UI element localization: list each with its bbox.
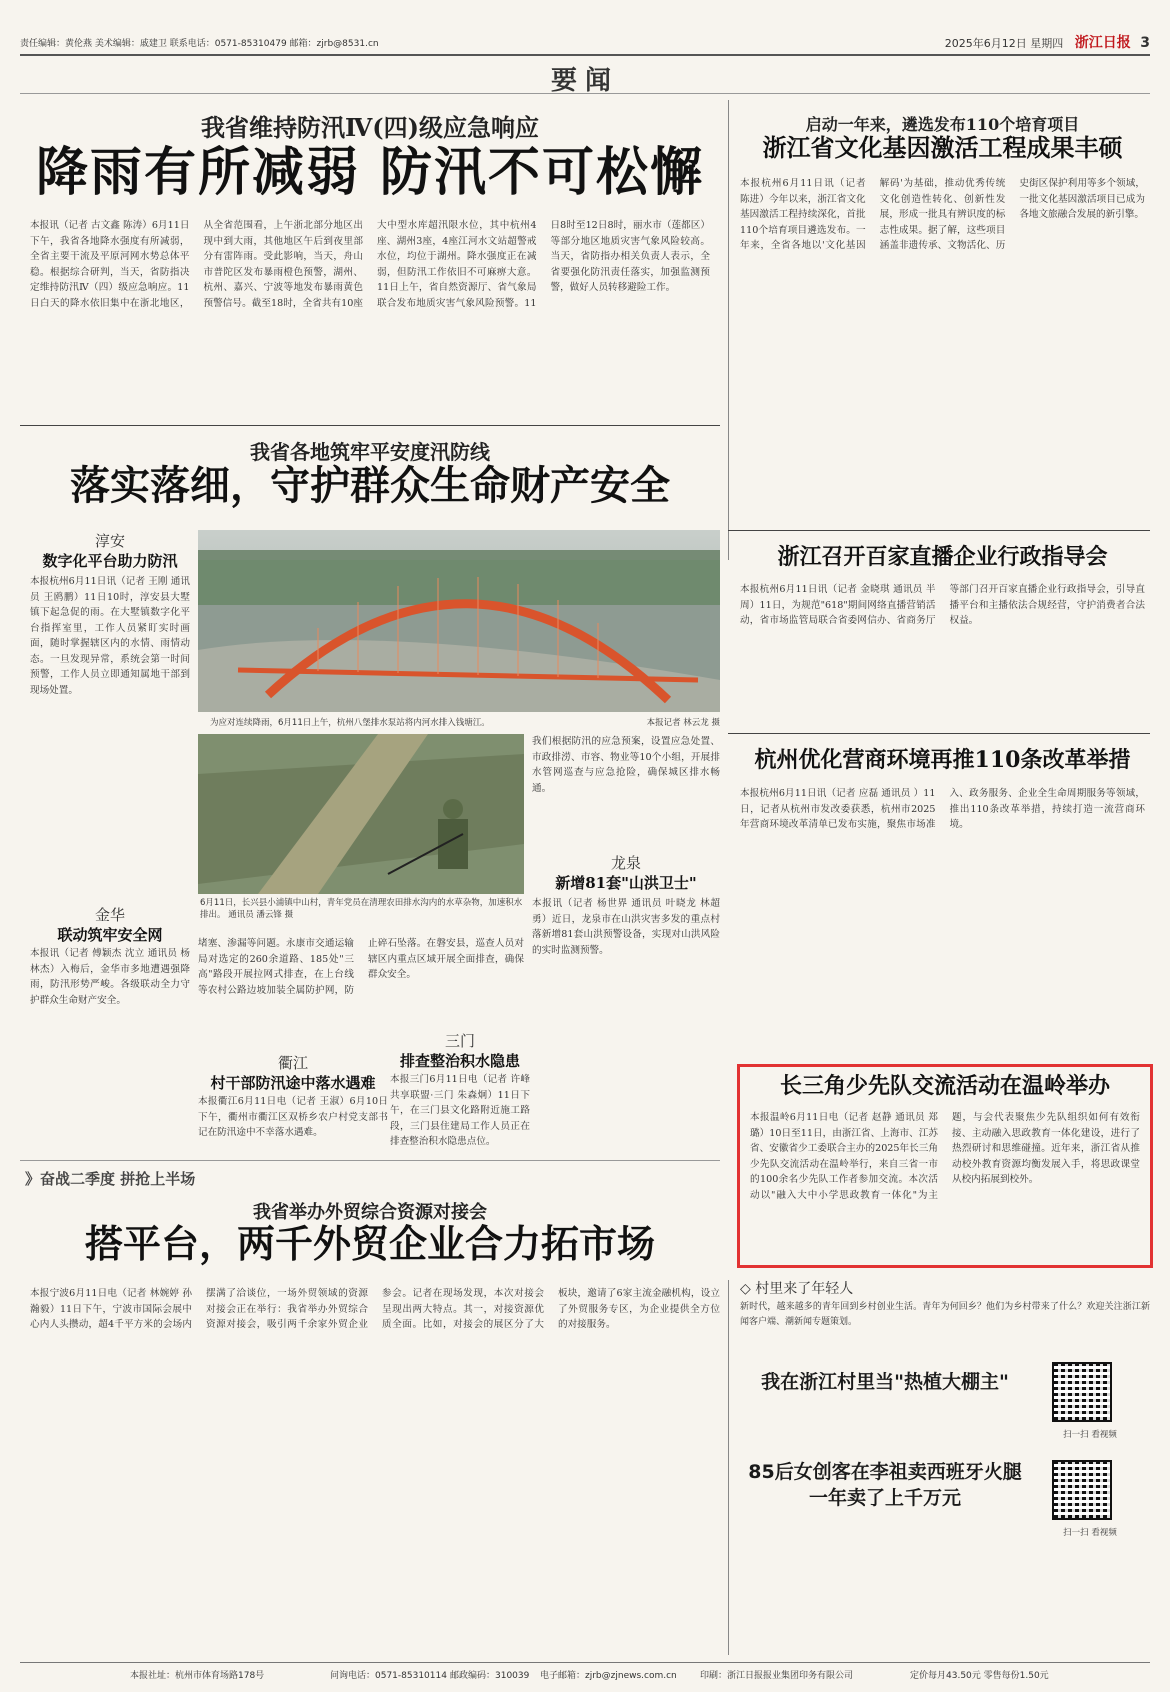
youth-headline: 长三角少先队交流活动在温岭举办 [779, 1073, 1110, 1099]
safety-body-continued: 我们根据防汛的应急预案，设置应急处置、市政排涝、市容、物业等10个小组，开展排水管网巡查与应急抢险，确保城区排水畅通。 [532, 736, 720, 794]
jinhua-place: 金华 [94, 906, 125, 924]
footer-printer: 印刷：浙江日报报业集团印务有限公司 [700, 1671, 854, 1681]
trade-banner [25, 1168, 425, 1189]
safety-kicker: 我省各地筑牢平安度汛防线 [250, 440, 490, 464]
divider [728, 530, 1150, 531]
qr-code-icon[interactable] [1052, 1460, 1112, 1520]
footer-address: 本报社址：杭州市体育场路178号 [130, 1671, 265, 1681]
longquan-place: 龙泉 [610, 854, 641, 872]
safety-headline: 落实落细，守护群众生命财产安全 [70, 462, 670, 509]
qr-code-icon[interactable] [1052, 1362, 1112, 1422]
column-divider [728, 100, 729, 560]
trade-headline: 搭平台，两千外贸企业合力拓市场 [84, 1221, 655, 1266]
village-heading-text: 村里来了年轻人 [755, 1281, 854, 1297]
sanmen-place: 三门 [444, 1032, 475, 1050]
heritage-kicker: 启动一年来，遴选发布110个培育项目 [805, 115, 1080, 134]
heritage-body: 本报杭州6月11日讯（记者 陈进）今年以来，浙江省文化基因激活工程持续深化，首批110个培育项目遴选发布。一年来，全省各地以'文化基因解码'为基础，推动优秀传统文化创造性转化、创新性发展，形成一批具有辨识度的标志性成果。据了解，这些项目涵盖非遗传承、文物活化、历史街区保护利用等多个领域，一批文化基因激活项目已成为各地文旅融合发展的新引擎。 [740, 178, 1145, 252]
trade-banner-text: 奋战二季度 拼抢上半场 [40, 1170, 196, 1188]
section-title: 要闻 [550, 66, 619, 96]
village-intro: 新时代，越来越多的青年回到乡村创业生活。青年为何回乡？他们为乡村带来了什么？欢迎关注浙江新闻客户端、潮新闻专题策划。 [740, 1302, 1150, 1327]
youth-body: 本报温岭6月11日电（记者 赵静 通讯员 郑璐）10日至11日，由浙江省、上海市、江苏省、安徽省少工委联合主办的2025年长三角少先队交流活动在温岭举行，来自三省一市的100余名少先队工作者参加交流。本次活动以"融入大中小学思政教育一体化"为主题，与会代表聚焦少先队组织如何有效衔接、主动融入思政教育一体化建设，进行了热烈研讨和思维碰撞。近年来，浙江省从推动校外教育资源均衡发展入手，将思政课堂从校内拓展到校外。 [750, 1112, 1140, 1201]
bridge-photo-image [198, 530, 720, 712]
quzhou-body: 本报衢江6月11日电（记者 王淑）6月10日下午，衢州市衢江区双桥乡农户村党支部书记在防汛途中不幸落水遇难。 [198, 1096, 388, 1139]
bridge-photo [198, 530, 720, 712]
flood-kicker: 我省维持防汛Ⅳ(四)级应急响应 [201, 113, 539, 142]
footer-email: 电子邮箱：zjrb@zjnews.com.cn [540, 1671, 677, 1681]
qr-label-1: 扫一扫 看视频 [1063, 1430, 1117, 1440]
village-story2[interactable]: 85后女创客在李祖卖西班牙火腿一年卖了上千万元 [748, 1461, 1022, 1509]
footer-zip: 邮政编码：310039 [450, 1671, 530, 1681]
longquan-title: 新增81套"山洪卫士" [555, 874, 697, 892]
trade-kicker: 我省举办外贸综合资源对接会 [253, 1202, 487, 1223]
divider [20, 1160, 720, 1161]
heritage-headline: 浙江省文化基因激活工程成果丰硕 [762, 133, 1123, 162]
page-number: 3 [1140, 35, 1150, 51]
flood-body: 本报讯（记者 古文鑫 陈涛）6月11日下午，我省各地降水强度有所减弱，全省主要干流及平原河网水势总体平稳。根据综合研判，当天，省防指决定维持防汛Ⅳ（四）级应急响应。11日白天的降水依旧集中在浙北地区，从全省范围看，上午浙北部分地区出现中到大雨，其他地区午后到夜里部分有雷阵雨。受此影响，当天，舟山市普陀区发布暴雨橙色预警，湖州、杭州、嘉兴、宁波等地发布暴雨黄色预警信号。截至18时，全省共有10座大中型水库超汛限水位，其中杭州4座、湖州3座，4座江河水文站超警戒水位，均位于湖州。降水强度正在减弱，但防汛工作依旧不可麻痹大意。11日上午，省自然资源厅、省气象局联合发布地质灾害气象风险预警。11日8时至12日8时，丽水市（莲都区）等部分地区地质灾害气象风险较高。当天，省防指办相关负责人表示，全省要强化防汛责任落实，加强监测预警，做好人员转移避险工作。 [30, 220, 710, 309]
village-heading [740, 1278, 1150, 1298]
footer [20, 1662, 1150, 1682]
drain-photo-caption-text: 6月11日，长兴县小浦镇中山村，青年党员在清理农田排水沟内的水草杂物，加速积水排出。 [200, 898, 523, 920]
column-divider [728, 1280, 729, 1655]
bridge-photo-credit: 本报记者 林云龙 摄 [646, 718, 720, 728]
masthead-bar [20, 30, 1150, 52]
bridge-photo-caption: 为应对连续降雨，6月11日上午，杭州八堡排水泵站将内河水排入钱塘江。 [210, 718, 490, 728]
longquan-body: 本报讯（记者 杨世界 通讯员 叶晓龙 林超勇）近日，龙泉市在山洪灾害多发的重点村落新增81套山洪预警设备，实现对山洪风险的实时监测预警。 [532, 898, 720, 956]
chevron-right-icon: ◇ [740, 1281, 756, 1297]
chunan-title: 数字化平台助力防汛 [42, 552, 178, 570]
drain-photo-image [198, 734, 524, 894]
quzhou-place: 衢江 [277, 1054, 308, 1072]
livestream-body: 本报杭州6月11日讯（记者 金晓琪 通讯员 半周）11日，为规范"618"期间网络直播营销活动，省市场监管局联合省委网信办、省商务厅等部门召开百家直播企业行政指导会，引导直播平台和主播依法合规经营，守护消费者合法权益。 [740, 584, 1145, 627]
sanmen-body: 本报三门6月11日电（记者 许峰 共享联盟·三门 朱森炯）11日下午，在三门县文化路附近施工路段，三门县住建局工作人员正在排查整治积水隐患点位。 [390, 1074, 530, 1148]
safety-middle-text: 堵塞、渗漏等问题。永康市交通运输局对选定的260余道路、185处"三高"路段开展拉网式排查，在上台线等农村公路边坡加装全属防护网，防止碎石坠落。在磐安县，巡查人员对辖区内重点区域开展全面排查，确保群众安全。 [198, 938, 524, 996]
sanmen-title: 排查整治积水隐患 [399, 1052, 520, 1070]
quzhou-title: 村干部防汛途中落水遇难 [210, 1074, 376, 1092]
livestream-headline: 浙江召开百家直播企业行政指导会 [777, 544, 1108, 570]
business-headline: 杭州优化营商环境再推110条改革举措 [754, 747, 1131, 773]
editor-info: 责任编辑：黄伦燕 美术编辑：戚建卫 联系电话：0571-85310479 邮箱：zjrb@8531.cn [20, 39, 379, 49]
drain-photo [198, 734, 524, 894]
newspaper-logo: 浙江日报 [1074, 35, 1131, 51]
divider [20, 425, 720, 426]
drain-photo-credit: 通讯员 潘云锋 摄 [228, 909, 294, 920]
qr-label-2: 扫一扫 看视频 [1063, 1528, 1117, 1538]
chunan-body: 本报杭州6月11日讯（记者 王刚 通讯员 王鸥鹏）11日10时，淳安县大墅镇下起急促的雨。在大墅镇数字化平台指挥室里，工作人员紧盯实时画面，随时掌握辖区内的水情、雨情动态。一旦发现异常，系统会第一时间预警，工作人员立即通知属地干部到现场处置。 [30, 576, 190, 696]
village-story1[interactable]: 我在浙江村里当"热植大棚主" [761, 1371, 1009, 1393]
masthead-right [945, 32, 1150, 52]
section-header [20, 54, 1150, 94]
drain-photo-caption [200, 898, 526, 922]
chevron-right-icon: 》 [25, 1170, 41, 1188]
divider [728, 733, 1150, 734]
jinhua-title: 联动筑牢安全网 [57, 926, 163, 944]
issue-date: 2025年6月12日 星期四 [944, 37, 1064, 50]
trade-body: 本报宁波6月11日电（记者 林婉婷 孙瀚毅）11日下午，宁波市国际会展中心内人头攒动，超4千平方米的会场内摆满了洽谈位，一场外贸领域的资源对接会正在举行：我省举办外贸综合资源对接会，吸引两千余家外贸企业参会。记者在现场发现，本次对接会呈现出两大特点。其一，对接资源优质全面。比如，对接会的展区分了大板块，邀请了6家主流金融机构，设立了外贸服务专区，为企业提供全方位的对接服务。 [30, 1288, 720, 1331]
footer-price: 定价每月43.50元 零售每份1.50元 [910, 1671, 1049, 1681]
footer-tel: 问询电话：0571-85310114 [330, 1671, 447, 1681]
business-body: 本报杭州6月11日讯（记者 应磊 通讯员 ）11日，记者从杭州市发改委获悉，杭州市2025年营商环境改革清单已发布实施，聚焦市场准入、政务服务、企业全生命周期服务等领域，推出110条改革举措，持续打造一流营商环境。 [740, 788, 1145, 831]
jinhua-body: 本报讯（记者 傅颖杰 沈立 通讯员 杨林杰）入梅后，金华市多地遭遇强降雨，防汛形势严峻。各级联动全力守护群众生命财产安全。 [30, 948, 190, 1006]
chunan-place: 淳安 [94, 532, 125, 550]
flood-headline: 降雨有所减弱 防汛不可松懈 [35, 142, 705, 203]
